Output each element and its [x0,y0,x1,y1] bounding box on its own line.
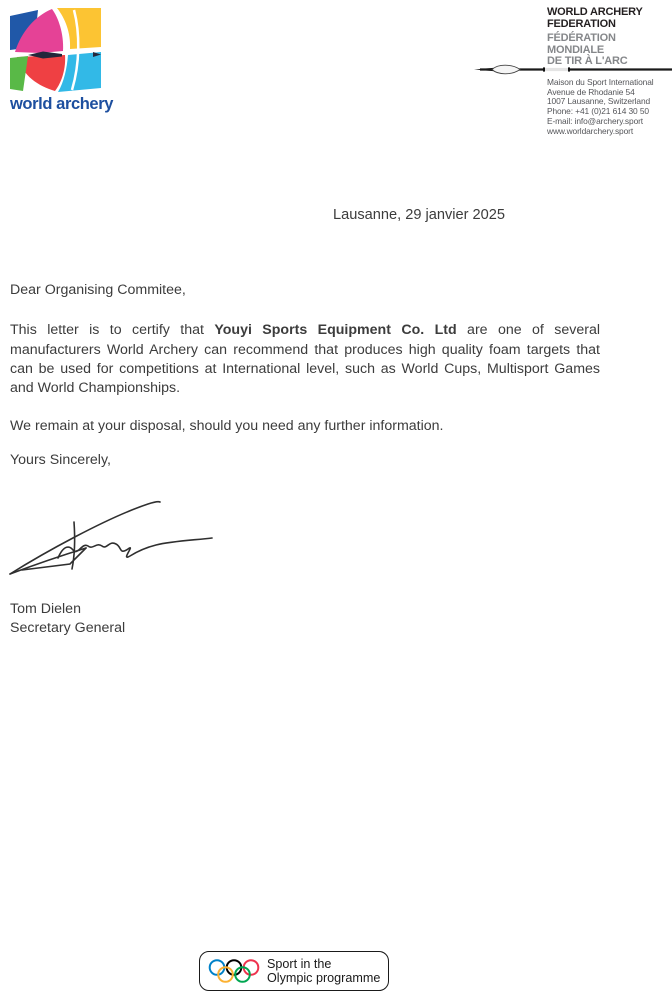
paragraph-disposal: We remain at your disposal, should you need any further information. [10,418,444,435]
olympic-rings-icon [207,957,261,985]
address-line-3: 1007 Lausanne, Switzerland [547,96,651,107]
olympic-programme-label [267,957,380,986]
company-name: Youyi Sports Equipment Co. Ltd [214,322,457,339]
org-name-block [547,7,672,68]
paragraph-certification [10,321,600,398]
signer-title: Secretary General [10,620,126,637]
address-line-email: E-mail: info@archery.sport [547,115,644,126]
address-line-website: www.worldarchery.sport [547,125,634,136]
org-name-fr-line1: FÉDÉRATION [547,32,616,44]
org-name-en-line2: FEDERATION [547,17,616,30]
address-line-2: Avenue de Rhodanie 54 [547,86,635,97]
signature-image [8,496,220,580]
letter-body [10,281,600,639]
signer-name: Tom Dielen [10,601,81,618]
org-name-fr-line2: MONDIALE [547,43,605,56]
world-archery-wordmark: world archery [10,95,114,113]
world-archery-logo-icon [10,8,101,92]
address-line-phone: Phone: +41 (0)21 614 30 50 [547,106,649,117]
world-archery-logo [10,8,114,114]
org-name-fr-line3: DE TIR À L'ARC [547,55,628,67]
arrow-icon [450,63,672,76]
paragraph-certification-pre: This letter is to certify that [10,322,215,339]
olympic-programme-label-line1: Sport in the [267,956,332,971]
closing: Yours Sincerely, [10,451,111,468]
org-name-en-line1: WORLD ARCHERY [547,6,643,18]
signer-block [10,600,600,639]
olympic-programme-badge [199,951,389,991]
org-name-en [547,7,672,30]
paragraph-certification-post: are one of several manufacturers World Archery can recommend that produces high quality foam targets that can be used for competitions at International level, such as World Cups, Multisport Games and World Championships. [10,322,601,397]
olympic-programme-label-line2: Olympic programme [267,971,381,985]
address-block [547,78,672,136]
address-line-1: Maison du Sport International [547,77,654,87]
salutation: Dear Organising Commitee, [10,282,186,298]
date-line: Lausanne, 29 janvier 2025 [333,207,506,223]
